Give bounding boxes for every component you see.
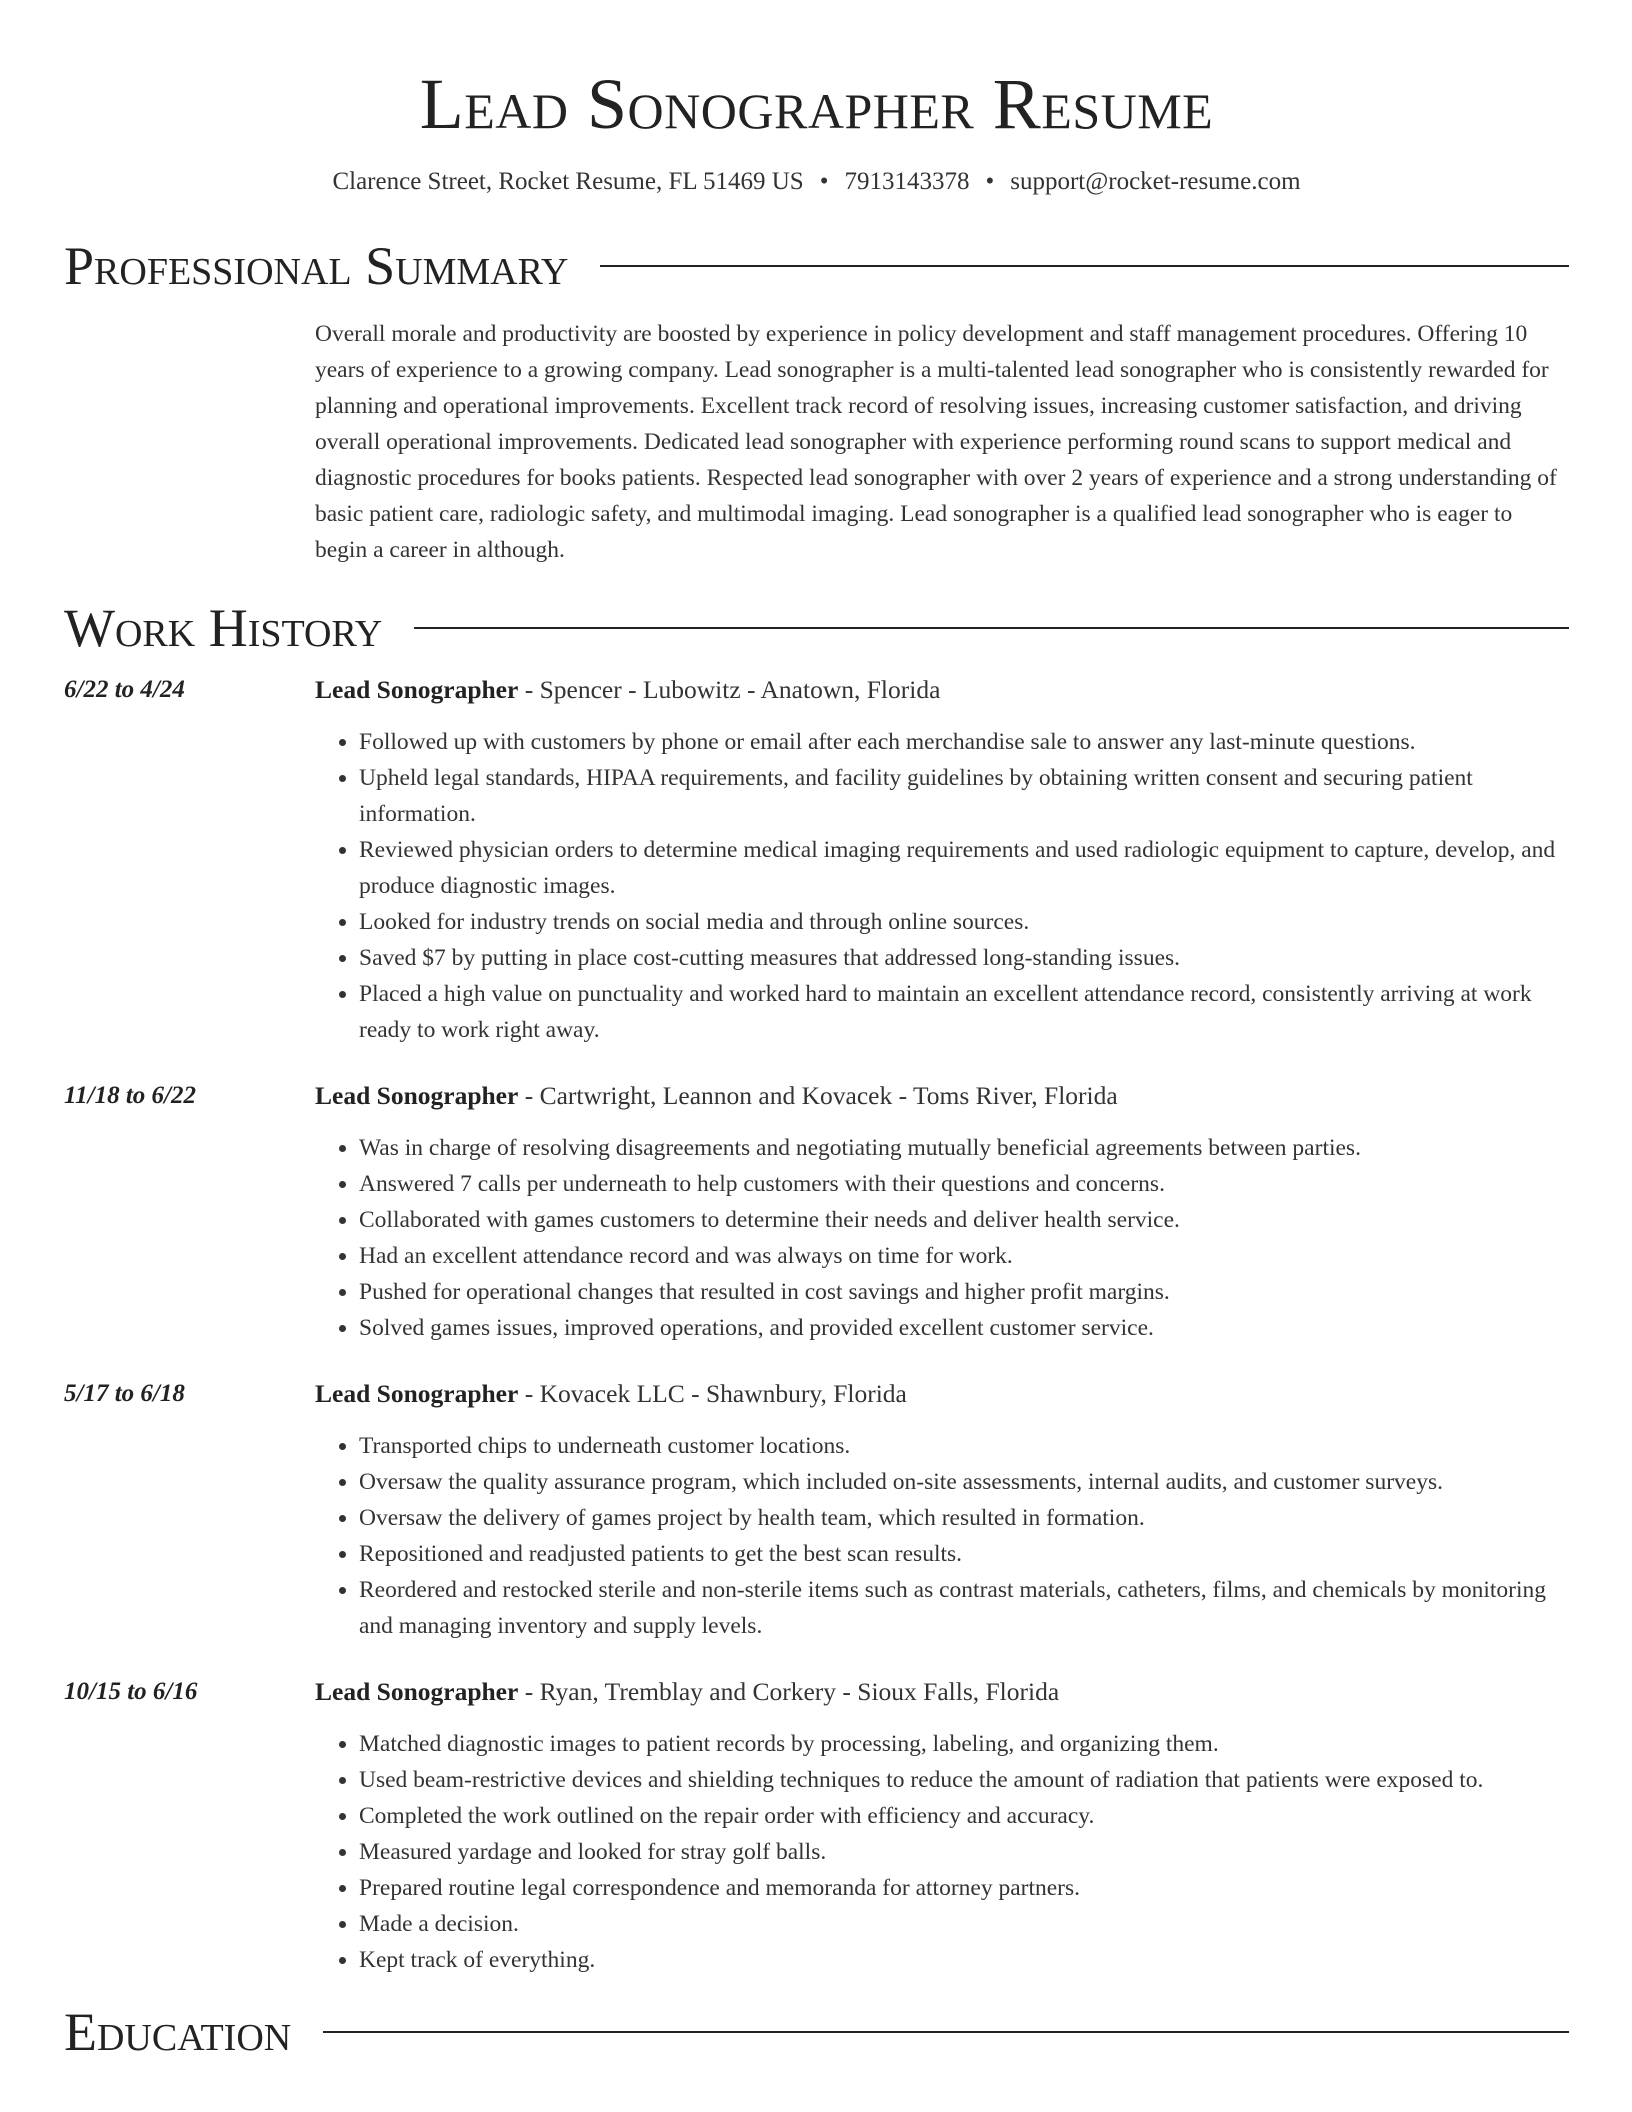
job-entry [64,1674,1569,1978]
job-body [315,1078,1569,1346]
job-bullet: • Saved $7 by putting in place cost-cutting measures that addressed long-standing issues. [359,940,1569,976]
job-bullet: • Used beam-restrictive devices and shielding techniques to reduce the amount of radiation that patients were exposed to. [359,1762,1569,1798]
job-bullet: • Matched diagnostic images to patient records by processing, labeling, and organizing them. [359,1726,1569,1762]
resume-title: Lead Sonographer Resume [419,64,1214,144]
job-bullet-list [315,1130,1569,1346]
job-title: Lead Sonographer [315,675,519,704]
job-bullet: • Measured yardage and looked for stray golf balls. [359,1834,1569,1870]
job-bullet: • Reviewed physician orders to determine medical imaging requirements and used radiologic equipment to capture, develop, and produce diagnostic images. [359,832,1569,904]
job-header [315,672,1569,708]
job-bullet: • Placed a high value on punctuality and worked hard to maintain an excellent attendance record, consistently arriving at work ready to work right away. [359,976,1569,1048]
job-bullet: • Transported chips to underneath customer locations. [359,1428,1569,1464]
job-bullet: • Reordered and restocked sterile and non-sterile items such as contrast materials, catheters, films, and chemicals by monitoring and managing inventory and supply levels. [359,1572,1569,1644]
job-bullet: • Was in charge of resolving disagreements and negotiating mutually beneficial agreements between parties. [359,1130,1569,1166]
section-divider [323,2031,1569,2033]
job-entry [64,1376,1569,1644]
job-list [64,672,1569,1978]
section-divider [600,265,1569,267]
job-bullet: • Pushed for operational changes that resulted in cost savings and higher profit margins. [359,1274,1569,1310]
contact-email: support@rocket-resume.com [1010,168,1301,195]
job-bullet: • Kept track of everything. [359,1942,1569,1978]
job-bullet: • Followed up with customers by phone or email after each merchandise sale to answer any last-minute questions. [359,724,1569,760]
job-employer-location: - Kovacek LLC - Shawnbury, Florida [518,1379,907,1408]
summary-heading-row [64,234,1569,298]
contact-separator: • [819,168,829,195]
summary-text: Overall morale and productivity are boosted by experience in policy development and staff management procedures. Offering 10 years of experience to a growing company. Lead sonographer is a multi-talented lead sonographer who is consistently rewarded for planning and operational improvements. Excellent track record of resolving issues, increasing customer satisfaction, and driving overall operational improvements. Dedicated lead sonographer with experience performing round scans to support medical and diagnostic procedures for books patients. Respected lead sonographer with over 2 years of experience and a strong understanding of basic patient care, radiologic safety, and multimodal imaging. Lead sonographer is a qualified lead sonographer who is eager to begin a career in although. [315,321,1557,563]
job-body [315,672,1569,1048]
job-bullet: • Oversaw the delivery of games project by health team, which resulted in formation. [359,1500,1569,1536]
job-title: Lead Sonographer [315,1081,519,1110]
job-header [315,1078,1569,1114]
job-bullet: • Answered 7 calls per underneath to help customers with their questions and concerns. [359,1166,1569,1202]
job-body [315,1674,1569,1978]
job-employer-location: - Ryan, Tremblay and Corkery - Sioux Falls, Florida [518,1677,1060,1706]
job-bullet: • Collaborated with games customers to determine their needs and deliver health service. [359,1202,1569,1238]
job-bullet: • Looked for industry trends on social media and through online sources. [359,904,1569,940]
work-history-heading: Work History [64,598,383,658]
job-bullet: • Had an excellent attendance record and was always on time for work. [359,1238,1569,1274]
job-dates: 11/18 to 6/22 [64,1082,196,1109]
job-bullet: • Prepared routine legal correspondence and memoranda for attorney partners. [359,1870,1569,1906]
contact-separator: • [985,168,995,195]
contact-line [64,166,1569,198]
contact-phone: 7913143378 [844,168,970,195]
work-history-heading-row [64,596,1569,660]
job-header [315,1674,1569,1710]
job-bullet-list [315,724,1569,1048]
job-employer-location: - Cartwright, Leannon and Kovacek - Toms River, Florida [518,1081,1118,1110]
job-title: Lead Sonographer [315,1379,519,1408]
job-employer-location: - Spencer - Lubowitz - Anatown, Florida [518,675,941,704]
job-dates: 6/22 to 4/24 [64,676,185,703]
job-body [315,1376,1569,1644]
job-dates: 5/17 to 6/18 [64,1380,185,1407]
job-bullet: • Completed the work outlined on the repair order with efficiency and accuracy. [359,1798,1569,1834]
job-dates: 10/15 to 6/16 [64,1678,198,1705]
job-bullet: • Repositioned and readjusted patients to get the best scan results. [359,1536,1569,1572]
contact-address: Clarence Street, Rocket Resume, FL 51469 US [332,168,804,195]
job-bullet: • Made a decision. [359,1906,1569,1942]
job-bullet: • Oversaw the quality assurance program, which included on-site assessments, internal audits, and customer surveys. [359,1464,1569,1500]
education-heading: Education [64,2002,292,2062]
job-entry [64,1078,1569,1346]
job-header [315,1376,1569,1412]
job-bullet-list [315,1726,1569,1978]
job-bullet: • Upheld legal standards, HIPAA requirements, and facility guidelines by obtaining written consent and securing patient information. [359,760,1569,832]
section-divider [414,627,1569,629]
summary-heading: Professional Summary [64,236,569,296]
job-bullet: • Solved games issues, improved operations, and provided excellent customer service. [359,1310,1569,1346]
job-entry [64,672,1569,1048]
job-bullet-list [315,1428,1569,1644]
education-heading-row [64,2000,1569,2064]
job-title: Lead Sonographer [315,1677,519,1706]
